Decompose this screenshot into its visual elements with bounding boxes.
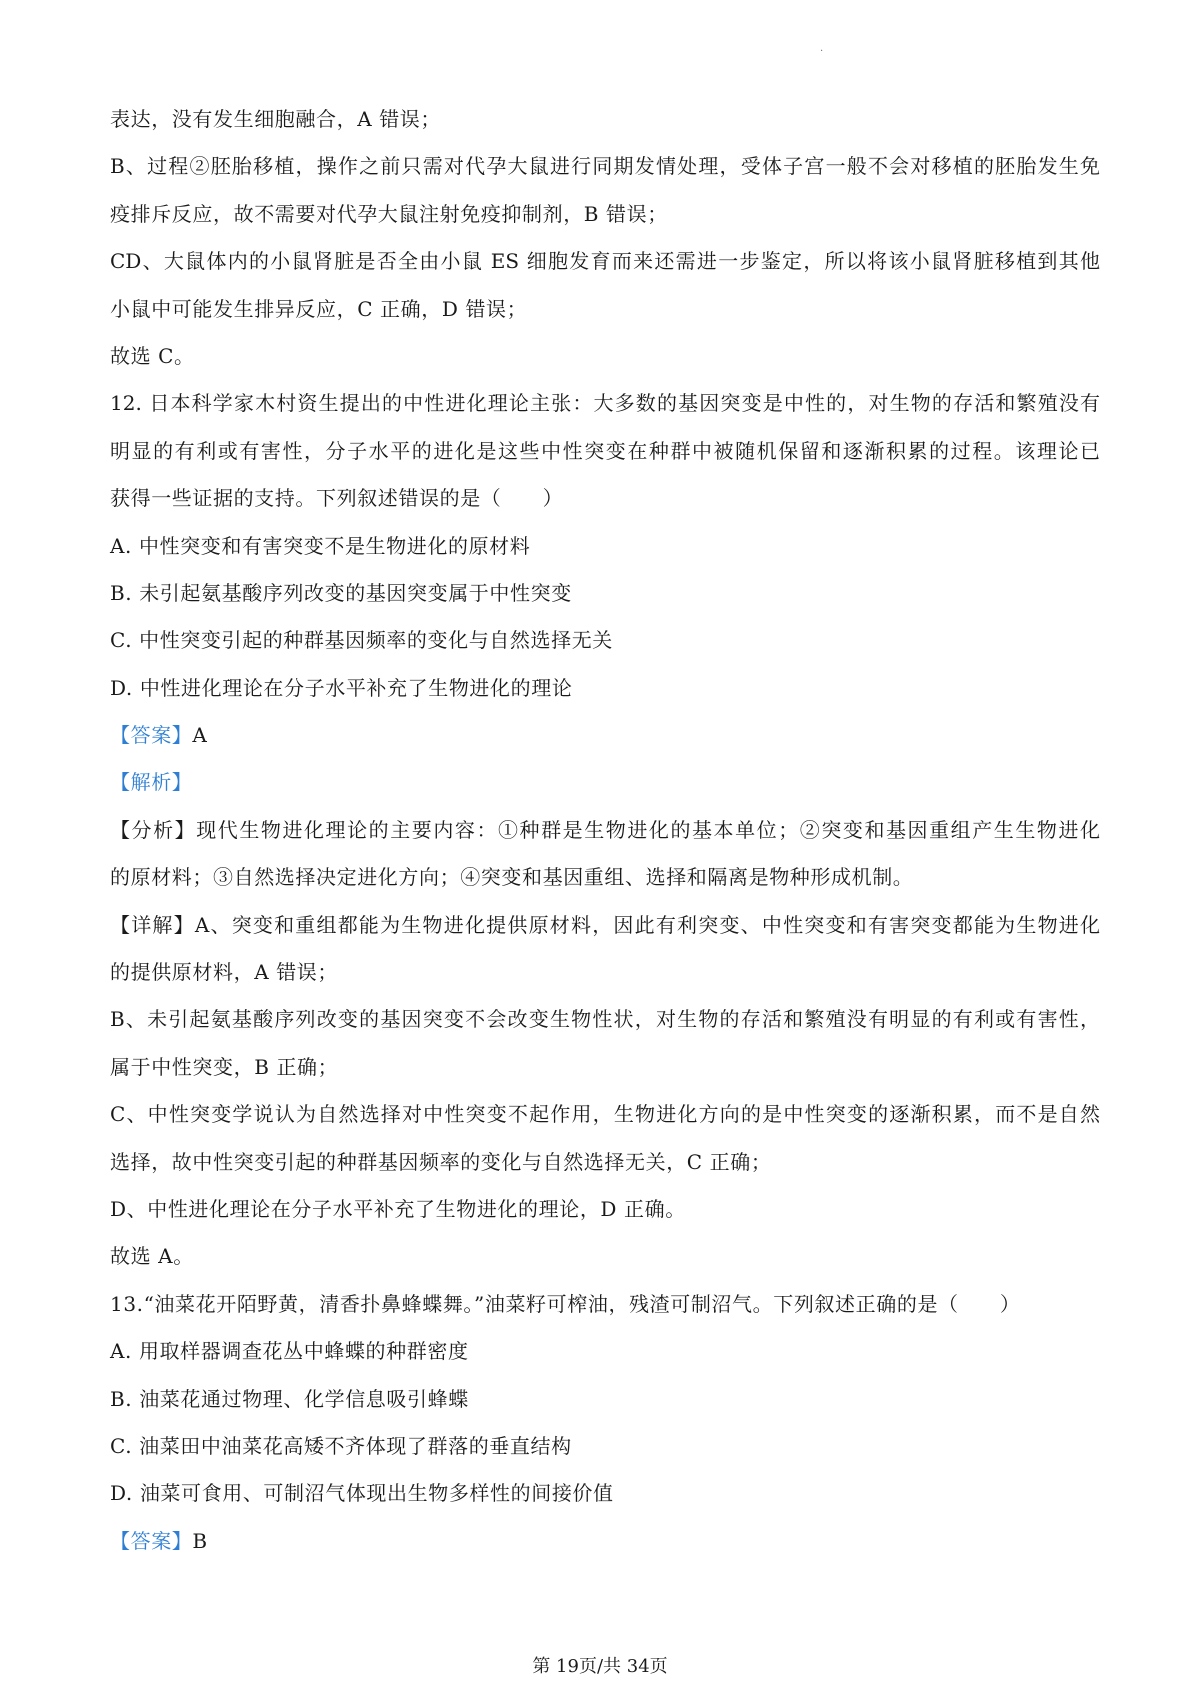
- detail-text: 属于中性突变，B 正确；: [110, 1054, 339, 1079]
- question-12-option-d: D. 中性进化理论在分子水平补充了生物进化的理论: [110, 675, 573, 700]
- question-12-stem: 12. 日本科学家木村资生提出的中性进化理论主张：大多数的基因突变是中性的，对生物的存活和繁殖没有: [110, 391, 1100, 416]
- question-12-option-a: A. 中性突变和有害突变不是生物进化的原材料: [110, 533, 531, 558]
- analysis-text: 的原材料；③自然选择决定进化方向；④突变和基因重组、选择和隔离是物种形成机制。: [110, 865, 914, 890]
- page-body: [110, 96, 1100, 1565]
- page-number-footer: 第 19页/共 34页: [532, 1656, 668, 1677]
- page-marker: ·: [820, 46, 824, 57]
- detail-text: C、中性突变学说认为自然选择对中性突变不起作用，生物进化方向的是中性突变的逐渐积累，而不是自然: [110, 1102, 1100, 1127]
- question-13-option-a: A. 用取样器调查花丛中蜂蝶的种群密度: [110, 1339, 469, 1364]
- detail-text: D、中性进化理论在分子水平补充了生物进化的理论，D 正确。: [110, 1196, 686, 1221]
- question-13-stem: 13.“油菜花开陌野黄，清香扑鼻蜂蝶舞。”油菜籽可榨油，残渣可制沼气。下列叙述正确的是（ ）: [110, 1291, 1021, 1316]
- question-13-option-d: D. 油菜可食用、可制沼气体现出生物多样性的间接价值: [110, 1481, 614, 1506]
- analysis-text: 【分析】现代生物进化理论的主要内容：①种群是生物进化的基本单位；②突变和基因重组产生生物进化: [110, 817, 1100, 842]
- detail-text: 故选 A。: [110, 1244, 194, 1269]
- question-12-option-c: C. 中性突变引起的种群基因频率的变化与自然选择无关: [110, 628, 613, 653]
- question-13-answer: [110, 1518, 1100, 1565]
- text-line: CD、大鼠体内的小鼠肾脏是否全由小鼠 ES 细胞发育而来还需进一步鉴定，所以将该小鼠肾脏移植到其他: [110, 249, 1100, 274]
- answer-value: B: [192, 1528, 208, 1553]
- question-13-option-c: C. 油菜田中油菜花高矮不齐体现了群落的垂直结构: [110, 1433, 572, 1458]
- question-12-stem: 明显的有利或有害性，分子水平的进化是这些中性突变在种群中被随机保留和逐渐积累的过程。该理论已: [110, 438, 1100, 463]
- answer-label: 【答案】: [110, 723, 193, 748]
- text-line: 小鼠中可能发生排异反应，C 正确，D 错误；: [110, 296, 528, 321]
- analysis-label: 【解析】: [110, 770, 193, 795]
- question-12-answer: [110, 712, 1100, 759]
- text-line: 表达，没有发生细胞融合，A 错误；: [110, 107, 442, 131]
- question-12-stem: 获得一些证据的支持。下列叙述错误的是（ ）: [110, 486, 564, 511]
- detail-text: 的提供原材料，A 错误；: [110, 960, 339, 985]
- detail-text: 选择，故中性突变引起的种群基因频率的变化与自然选择无关，C 正确；: [110, 1149, 772, 1174]
- text-line: B、过程②胚胎移植，操作之前只需对代孕大鼠进行同期发情处理，受体子宫一般不会对移植的胚胎发生免: [110, 154, 1100, 179]
- detail-text: B、未引起氨基酸序列改变的基因突变不会改变生物性状，对生物的存活和繁殖没有明显的有利或有害性，: [110, 1007, 1100, 1032]
- answer-label: 【答案】: [110, 1528, 193, 1553]
- detail-text: 【详解】A、突变和重组都能为生物进化提供原材料，因此有利突变、中性突变和有害突变都能为生物进化: [110, 912, 1100, 937]
- question-12-option-b: B. 未引起氨基酸序列改变的基因突变属于中性突变: [110, 580, 572, 605]
- question-12-analysis-heading: [110, 759, 1100, 806]
- question-13-option-b: B. 油菜花通过物理、化学信息吸引蜂蝶: [110, 1386, 469, 1411]
- text-line: 故选 C。: [110, 343, 195, 368]
- answer-value: A: [192, 723, 208, 748]
- text-line: 疫排斥反应，故不需要对代孕大鼠注射免疫抑制剂，B 错误；: [110, 201, 668, 226]
